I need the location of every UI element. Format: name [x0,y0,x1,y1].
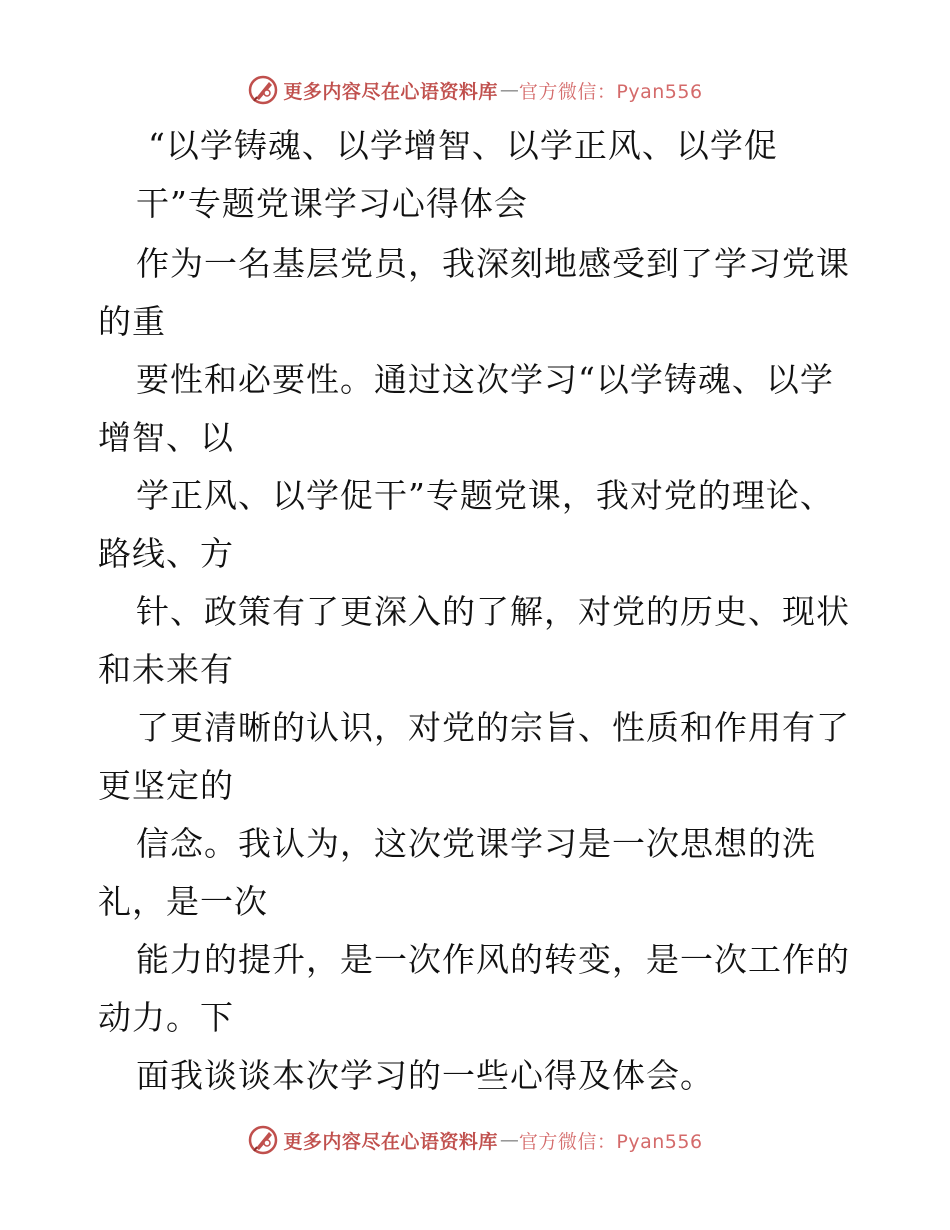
footer-banner [0,1120,950,1160]
banner-separator: — [499,1129,519,1151]
body-line: 能力的提升，是一次作风的转变，是一次工作的 [136,940,850,979]
doc-title-line-2: 干”专题党课学习心得体会 [136,184,528,223]
body-line: 的重 [98,302,166,341]
quill-logo-icon [247,1124,279,1156]
banner-separator: — [499,79,519,101]
site-name: 更多内容尽在心语资料库 [283,1130,498,1153]
body-line: 学正风、以学促干”专题党课，我对党的理论、 [136,476,834,515]
body-line: 更坚定的 [98,766,234,805]
wechat-account: 官方微信：Pyan556 [518,80,703,103]
doc-title-line-1: “以学铸魂、以学增智、以学正风、以学促 [148,126,778,165]
body-line: 动力。下 [98,998,234,1037]
body-line: 信念。我认为，这次党课学习是一次思想的洗 [136,824,816,863]
body-line: 礼，是一次 [98,882,268,921]
body-line: 要性和必要性。通过这次学习“以学铸魂、以学 [136,360,834,399]
body-line: 面我谈谈本次学习的一些心得及体会。 [136,1056,714,1095]
quill-logo-icon [247,74,279,106]
body-line: 针、政策有了更深入的了解，对党的历史、现状 [136,592,850,631]
site-name: 更多内容尽在心语资料库 [283,80,498,103]
header-banner [0,70,950,110]
body-line: 增智、以 [98,418,234,457]
body-line: 作为一名基层党员，我深刻地感受到了学习党课 [136,244,850,283]
body-line: 和未来有 [98,650,234,689]
wechat-account: 官方微信：Pyan556 [518,1130,703,1153]
body-line: 了更清晰的认识，对党的宗旨、性质和作用有了 [136,708,850,747]
body-line: 路线、方 [98,534,234,573]
